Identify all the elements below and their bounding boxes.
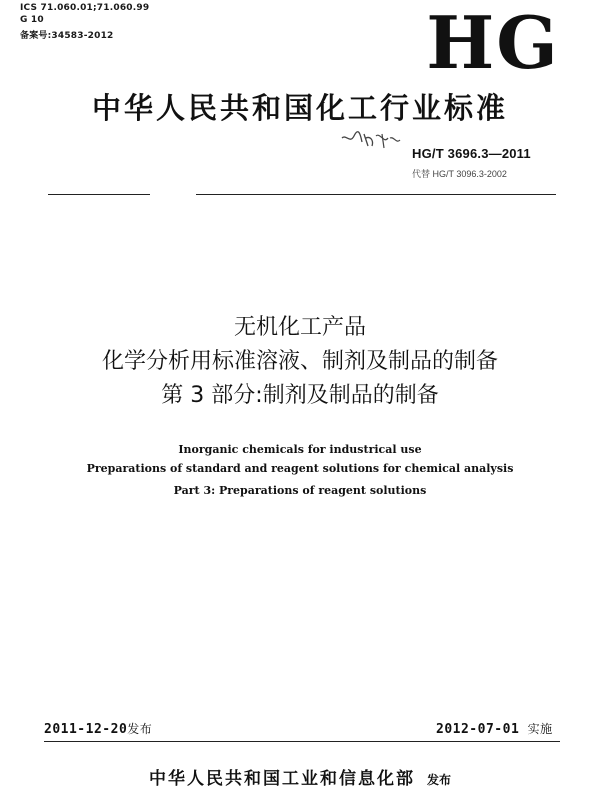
implement-date-block: [436, 720, 553, 739]
implement-label: 实施: [527, 722, 553, 736]
issue-date-block: [44, 720, 152, 739]
title-en-line3: Part 3: Preparations of reagent solutions: [173, 484, 427, 497]
publisher-suffix: 发布: [426, 773, 451, 787]
category-code: G 10: [20, 15, 44, 25]
ics-code: ICS 71.060.01;71.060.99: [20, 3, 150, 13]
title-cn-line1: 无机化工产品: [233, 315, 366, 340]
title-en-line2: Preparations of standard and reagent solutions for chemical analysis: [86, 462, 514, 475]
title-en-line1: Inorganic chemicals for industrical use: [178, 443, 422, 456]
divider-left: [48, 194, 150, 195]
publisher-block: [40, 768, 560, 791]
title-cn-line2: 化学分析用标准溶液、制剂及制品的制备: [101, 349, 498, 374]
hg-logo: HG: [426, 0, 560, 85]
record-number: 备案号:34583-2012: [20, 31, 114, 41]
divider-bottom: [44, 741, 560, 742]
handwritten-mark-icon: [338, 126, 408, 156]
implement-date: 2012-07-01: [436, 722, 520, 737]
divider-right: [196, 194, 556, 195]
issue-label: 发布: [127, 722, 153, 736]
organization-title: 中华人民共和国化工行业标准: [91, 91, 508, 125]
replaces-standard: 代替 HG/T 3096.3-2002: [412, 169, 507, 179]
title-cn-line3: 第 3 部分:制剂及制品的制备: [161, 383, 439, 408]
publisher-name: 中华人民共和国工业和信息化部: [148, 769, 415, 789]
issue-date: 2011-12-20: [44, 722, 128, 737]
standard-code: HG/T 3696.3—2011: [412, 146, 531, 161]
